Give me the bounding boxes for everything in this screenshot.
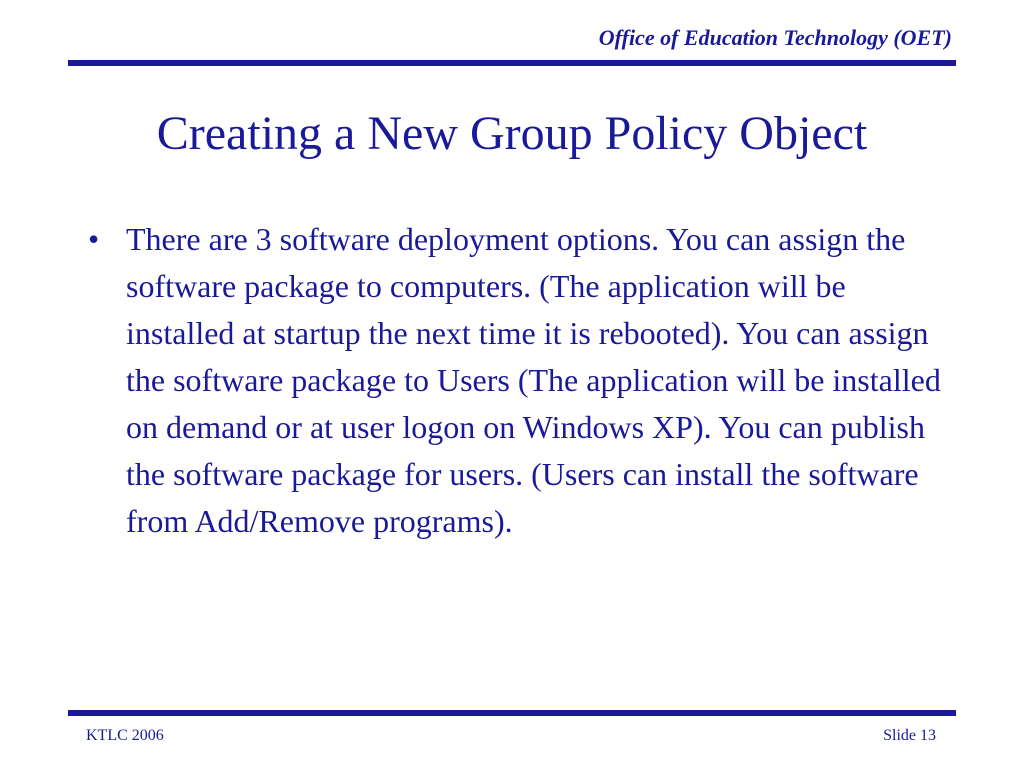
slide-title: Creating a New Group Policy Object: [156, 107, 868, 160]
organization-name: Office of Education Technology (OET): [598, 25, 952, 50]
footer-event: KTLC 2006: [86, 727, 164, 744]
slide-number: Slide 13: [883, 727, 936, 744]
top-divider: [68, 60, 956, 66]
bullet-list: [88, 216, 958, 545]
bottom-divider: [68, 710, 956, 716]
bullet-text: There are 3 software deployment options. You can assign the software package to computers. (The application will be installed at startup the next time it is rebooted). You can assign the software package to Users (The application will be installed on demand or at user logon on Windows XP). You can publish the software package for users. (Users can install the software from Add/Remove programs).: [126, 221, 941, 539]
bullet-item: [88, 216, 958, 545]
bullet-marker: •: [88, 221, 100, 257]
